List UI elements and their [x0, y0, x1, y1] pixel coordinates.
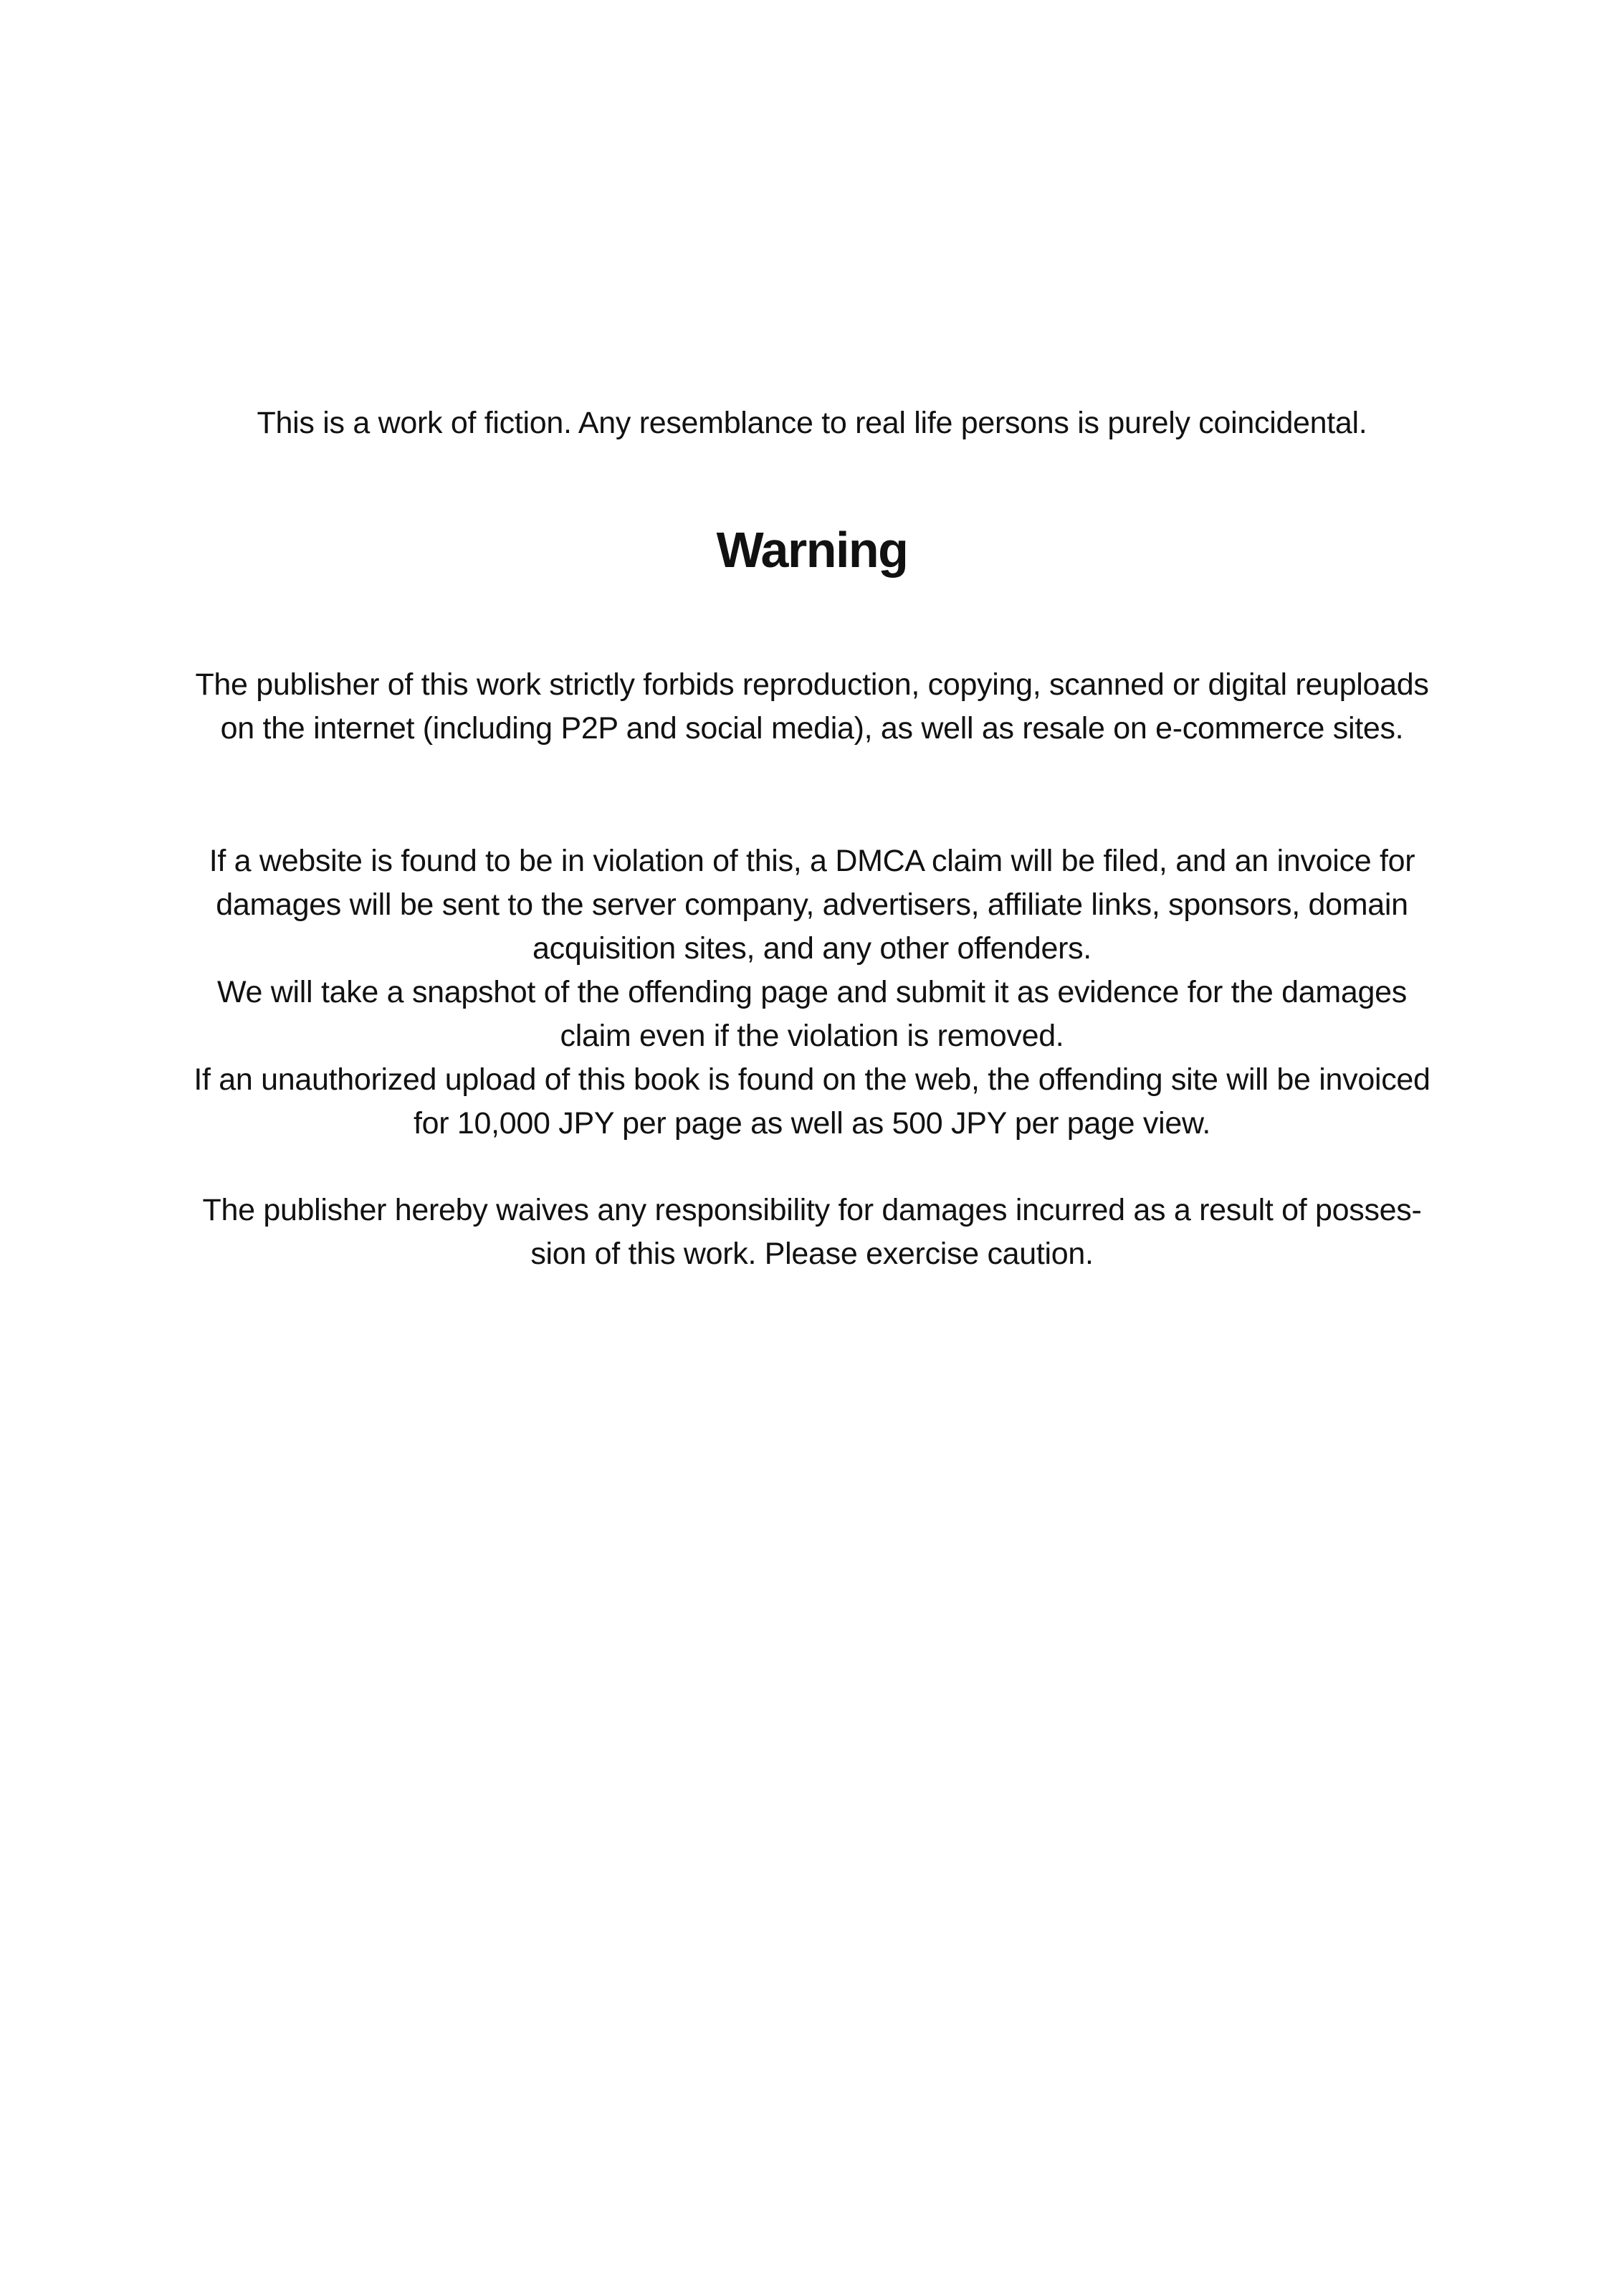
warning-heading: Warning — [716, 522, 908, 578]
paragraph-line: sion of this work. Please exercise caution. — [530, 1237, 1094, 1271]
paragraph-line: We will take a snapshot of the offending page and submit it as evidence for the damages — [217, 975, 1407, 1009]
fiction-disclaimer — [143, 401, 1481, 445]
paragraph-line: acquisition sites, and any other offenders. — [532, 931, 1092, 966]
disclaimer-line: This is a work of fiction. Any resemblance to real life persons is purely coincidental. — [257, 406, 1367, 440]
paragraph-line: damages will be sent to the server company, advertisers, affiliate links, sponsors, domain — [216, 887, 1408, 922]
paragraph-line: If a website is found to be in violation of this, a DMCA claim will be filed, and an invoice for — [209, 844, 1415, 878]
dmca-paragraph — [143, 839, 1481, 1146]
reproduction-paragraph — [143, 663, 1481, 751]
paragraph-line: The publisher hereby waives any responsibility for damages incurred as a result of posses- — [202, 1193, 1422, 1227]
paragraph-line: on the internet (including P2P and social media), as well as resale on e-commerce sites. — [220, 711, 1404, 746]
waiver-paragraph — [143, 1189, 1481, 1276]
paragraph-line: The publisher of this work strictly forbids reproduction, copying, scanned or digital reuploads — [195, 667, 1429, 702]
paragraph-line: claim even if the violation is removed. — [560, 1019, 1064, 1053]
paragraph-line: for 10,000 JPY per page as well as 500 JPY per page view. — [414, 1106, 1210, 1141]
paragraph-line: If an unauthorized upload of this book is found on the web, the offending site will be invoiced — [194, 1062, 1430, 1097]
